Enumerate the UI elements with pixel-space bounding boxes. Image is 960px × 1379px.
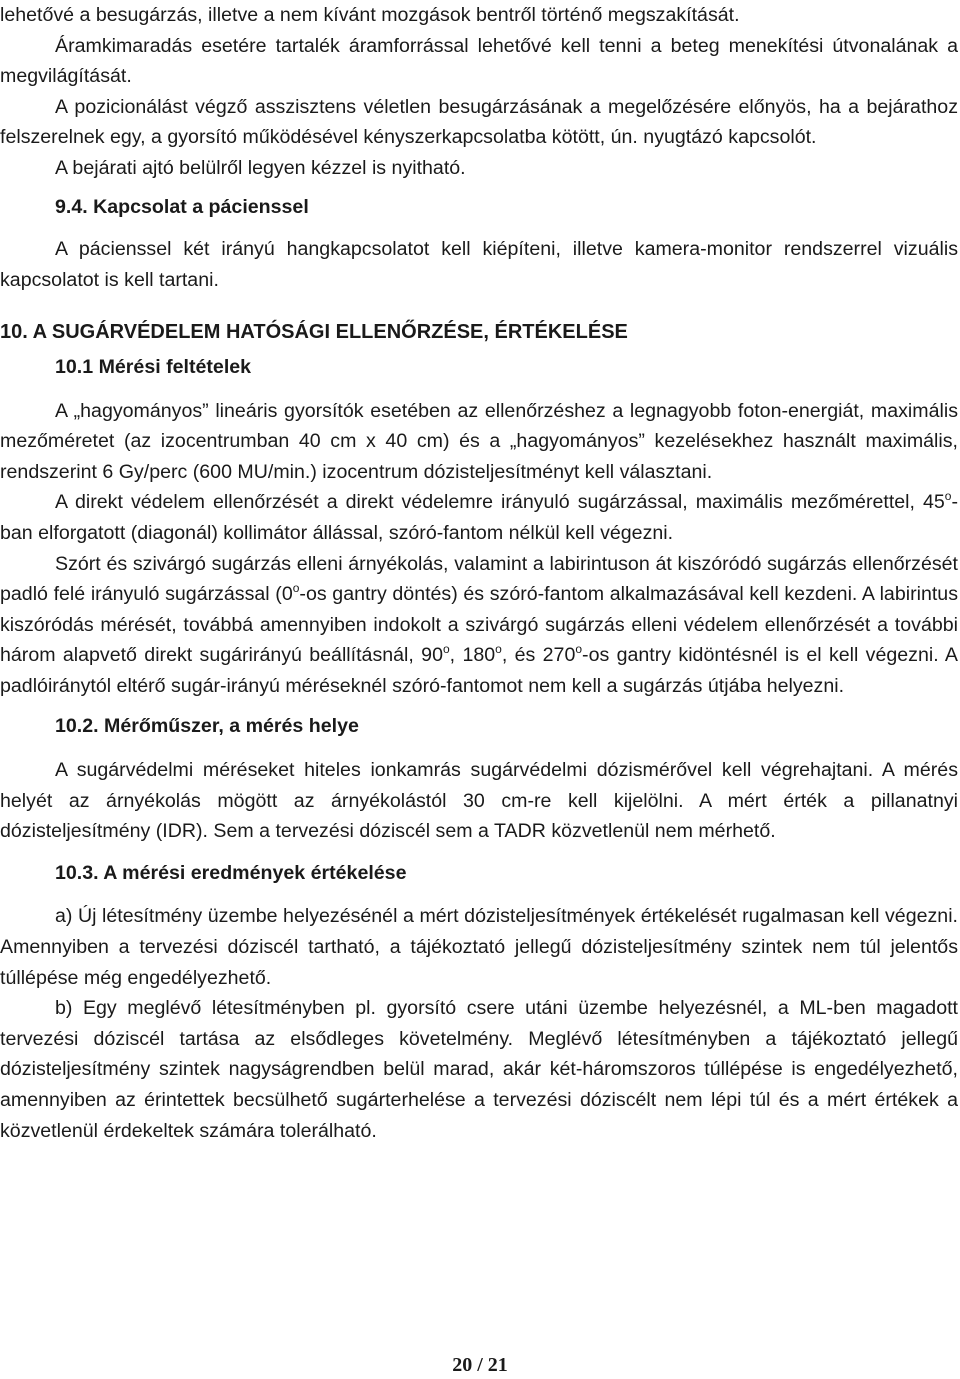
degree-superscript: o: [292, 581, 300, 596]
paragraph: lehetővé a besugárzás, illetve a nem kívánt mozgások bentről történő megszakítását.: [0, 4, 740, 26]
text-run: -os gantry döntés) és szóró-fantom alkalmazásával kell kezdeni. A labirintus kiszóródás mérését, továbbá amennyiben indokolt a szivárgó sugárzás elleni védelem ellenőrzését a további három alapvető direkt sugárirányú beállításnál, 90: [0, 583, 958, 667]
paragraph: a) Új létesítmény üzembe helyezésénél a mért dózisteljesítmények értékelését rugalmasan kell végezni. Amennyiben a tervezési dóziscél tartható, a tájékoztató jellegű dózisteljesítmény szintek nem túl jelentős túllépése még engedélyezhető.: [0, 905, 958, 989]
text-run: A direkt védelem ellenőrzését a direkt védelemre irányuló sugárzással, maximális mezőmérettel, 45: [55, 491, 945, 514]
section-heading-10-2: 10.2. Mérőműszer, a mérés helye: [55, 715, 359, 738]
paragraph: Áramkimaradás esetére tartalék áramforrással lehetővé kell tenni a beteg menekítési útvonalának a megvilágítását.: [0, 34, 958, 88]
text-run: -os gantry kidöntésnél is el kell végezni. A padlóiránytól eltérő sugár-irányú méréseknél szóró-fantomot nem kell a sugárzás útjába helyezni.: [0, 644, 958, 697]
paragraph: [0, 549, 958, 702]
text-run: -ban elforgatott (diagonál) kollimátor állással, szóró-fantom nélkül kell végezni.: [0, 491, 958, 544]
paragraph: A sugárvédelmi méréseket hiteles ionkamrás sugárvédelmi dózismérővel kell végrehajtani. A mérés helyét az árnyékolás mögött az árnyékolástól 30 cm-re kell kijelölni. A mért érték a pillanatnyi dózisteljesítmény (IDR). Sem a tervezési dóziscél sem a TADR közvetlenül nem mérhető.: [0, 759, 958, 843]
section-heading-10-1: 10.1 Mérési feltételek: [55, 355, 252, 378]
text-run: Szórt és szivárgó sugárzás elleni árnyékolás, valamint a labirintuson át kiszóródó sugárzás ellenőrzését padló felé irányuló sugárzással (0: [0, 552, 958, 606]
paragraph: b) Egy meglévő létesítményben pl. gyorsító csere utáni üzembe helyezésnél, a ML-ben magadott tervezési dóziscél tartása az elsődleges követelmény. Meglévő létesítményben a tájékoztató jellegű dózisteljesítmény szintek nagyságrendben belül marad, akár két-háromszoros túllépése is engedélyezhető, amennyiben az érintettek becsülhető sugárterhelése a tervezési dóziscélt nem lépi túl és a mért értékek a közvetlenül érdekeltek számára tolerálható.: [0, 997, 958, 1142]
paragraph: A „hagyományos” lineáris gyorsítók esetében az ellenőrzéshez a legnagyobb foton-energiát, maximális mezőméretet (az izocentrumban 40 cm x 40 cm) és a „hagyományos” kezelésekhez használt maximális, rendszerint 6 Gy/perc (600 MU/min.) izocentrum dózisteljesítményt kell választani.: [0, 399, 958, 483]
paragraph: A pácienssel két irányú hangkapcsolatot kell kiépíteni, illetve kamera-monitor rendszerrel vizuális kapcsolatot is kell tartani.: [0, 238, 958, 291]
paragraph: A pozicionálást végző asszisztens véletlen besugárzásának a megelőzésére előnyös, ha a bejárathoz felszerelnek egy, a gyorsító működésével kényszerkapcsolatba kötött, ún. nyugtázó kapcsolót.: [0, 95, 958, 149]
text-run: , és 270: [501, 644, 576, 667]
degree-superscript: o: [495, 642, 502, 657]
section-heading-10-3: 10.3. A mérési eredmények értékelése: [55, 861, 407, 884]
degree-superscript: o: [442, 642, 450, 657]
degree-superscript: o: [944, 489, 952, 504]
degree-superscript: o: [575, 642, 583, 657]
page-number: 20 / 21: [452, 1354, 508, 1376]
paragraph: [0, 487, 958, 548]
paragraph: A bejárati ajtó belülről legyen kézzel is nyitható.: [55, 156, 466, 179]
section-heading-9-4: 9.4. Kapcsolat a pácienssel: [55, 195, 309, 218]
text-run: , 180: [449, 644, 496, 667]
chapter-heading-10: 10. A SUGÁRVÉDELEM HATÓSÁGI ELLENŐRZÉSE, ÉRTÉKELÉSE: [0, 321, 628, 344]
